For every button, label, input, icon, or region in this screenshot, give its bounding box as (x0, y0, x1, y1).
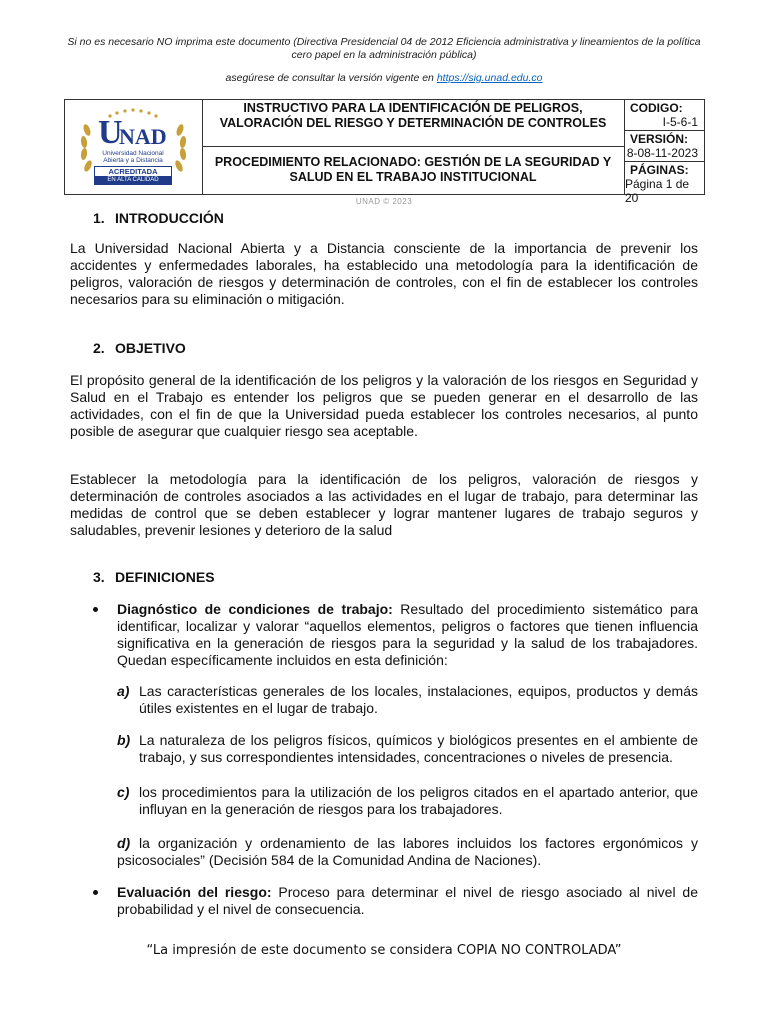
section-heading-objetivo (93, 340, 186, 356)
definition-term: Diagnóstico de condiciones de trabajo: (117, 601, 393, 617)
sub-item-text: Las características generales de los locales, instalaciones, equipos, productos y demás útiles existentes en el lugar de trabajo. (139, 683, 698, 716)
sub-item-marker: d) (117, 835, 131, 851)
document-title: INSTRUCTIVO PARA LA IDENTIFICACIÓN DE PELIGROS, VALORACIÓN DEL RIESGO Y DETERMINACIÓN DE CONTROLES (202, 100, 625, 147)
sub-item-marker: b) (117, 732, 131, 748)
codigo-value: I-5-6-1 (662, 115, 698, 129)
version-label: VERSIÓN: (630, 132, 689, 146)
logo-subtitle-1: Universidad Nacional (102, 150, 164, 157)
version-notice-text: asegúrese de consultar la versión vigente en (225, 72, 437, 84)
badge-line2: EN ALTA CALIDAD (95, 176, 171, 184)
sub-item-text: La naturaleza de los peligros físicos, químicos y biológicos presentes en el ambiente de trabajo, y sus correspondientes intensidades, concentraciones o niveles de presencia. (139, 732, 698, 765)
print-notice-line1: Si no es necesario NO imprima este documento (Directiva Presidencial 04 de 2012 Eficiencia administrativa y lineamientos de la política (67, 36, 701, 48)
logo-subtitle-2: Abierta y a Distancia (103, 157, 163, 164)
intro-paragraph: La Universidad Nacional Abierta y a Distancia consciente de la importancia de prevenir los accidentes y enfermedades laborales, ha establecido una metodología para la identificación de peligros, valoración de riesgos y determinación de controles, con el fin de establecer los controles necesarios para su eliminación o mitigación. (70, 240, 698, 307)
copyright: UNAD © 2023 (355, 197, 413, 206)
sub-item-marker: a) (117, 683, 130, 699)
sub-item-text: los procedimientos para la utilización de los peligros citados en el apartado anterior, que influyan en la generación de riesgos para los trabajadores. (139, 784, 698, 817)
codigo-label: CODIGO: (630, 101, 683, 115)
logo-letters-nad: NAD (119, 124, 167, 149)
section-title: INTRODUCCIÓN (115, 210, 224, 226)
version-value: 8-08-11-2023 (626, 146, 698, 160)
section-heading-definiciones (93, 569, 215, 585)
section-number: 2. (93, 340, 105, 356)
bullet-icon (93, 890, 98, 895)
definition-diagnostico (117, 601, 698, 669)
section-title: DEFINICIONES (115, 569, 215, 585)
section-heading-introduccion (93, 210, 224, 226)
sub-item-c (117, 784, 698, 818)
badge-line1: ACREDITADA (108, 167, 158, 176)
paginas-value: Página 1 de 20 (625, 177, 690, 205)
sub-item-marker: c) (117, 784, 130, 800)
print-notice (60, 36, 708, 62)
uncontrolled-copy-footer: “La impresión de este documento se considera COPIA NO CONTROLADA” (146, 943, 622, 958)
bullet-icon (93, 607, 98, 612)
logo-letter-u: U (98, 114, 122, 151)
version-notice (60, 72, 708, 85)
codigo-cell (625, 100, 704, 131)
version-cell (625, 131, 704, 162)
section-number: 1. (93, 210, 105, 226)
sub-item-a (117, 683, 698, 717)
sub-item-text: la organización y ordenamiento de las labores incluidos los factores ergonómicos y psicosociales” (Decisión 584 de la Comunidad Andina de Naciones). (117, 835, 698, 868)
section-title: OBJETIVO (115, 340, 186, 356)
related-procedure: PROCEDIMIENTO RELACIONADO: GESTIÓN DE LA SEGURIDAD Y SALUD EN EL TRABAJO INSTITUCIONAL (202, 147, 625, 194)
definition-text: Proceso para determinar el nivel de riesgo asociado al nivel de probabilidad y el nivel de consecuencia. (117, 884, 698, 917)
paginas-cell (625, 162, 704, 205)
paginas-label: PÁGINAS: (630, 163, 689, 177)
objective-paragraph-2: Establecer la metodología para la identificación de los peligros, valoración de riesgos y determinación de controles asociados a las actividades en el lugar de trabajo, para determinar las medidas de control que se deben establecer y lograr mantener lugares de trabajo seguros y saludables, prevenir lesiones y deterioro de la salud (70, 471, 698, 538)
print-notice-line2: cero papel en la administración pública) (291, 49, 477, 61)
definition-term: Evaluación del riesgo: (117, 884, 272, 900)
sub-item-b (117, 732, 698, 766)
accreditation-badge (94, 166, 172, 185)
sig-link[interactable]: https://sig.unad.edu.co (436, 72, 543, 84)
unad-logo (65, 100, 203, 194)
sub-item-d (117, 835, 698, 869)
objective-paragraph-1: El propósito general de la identificación de los peligros y la valoración de los riesgos en Seguridad y Salud en el Trabajo es entender los peligros que se pueden generar en el desarrollo de las actividades, con el fin de que la Universidad pueda establecer los controles necesarios, al punto posible de asegurar que cualquier riesgo sea aceptable. (70, 372, 698, 439)
definition-text: Resultado del procedimiento sistemático para identificar, localizar y valorar “aquellos elementos, peligros o factores que tienen influencia significativa en la generación de riesgos para la seguridad y la salud de los trabajadores. Quedan específicamente incluidos en esta definición: (117, 601, 699, 668)
definition-evaluacion (117, 884, 698, 918)
section-number: 3. (93, 569, 105, 585)
